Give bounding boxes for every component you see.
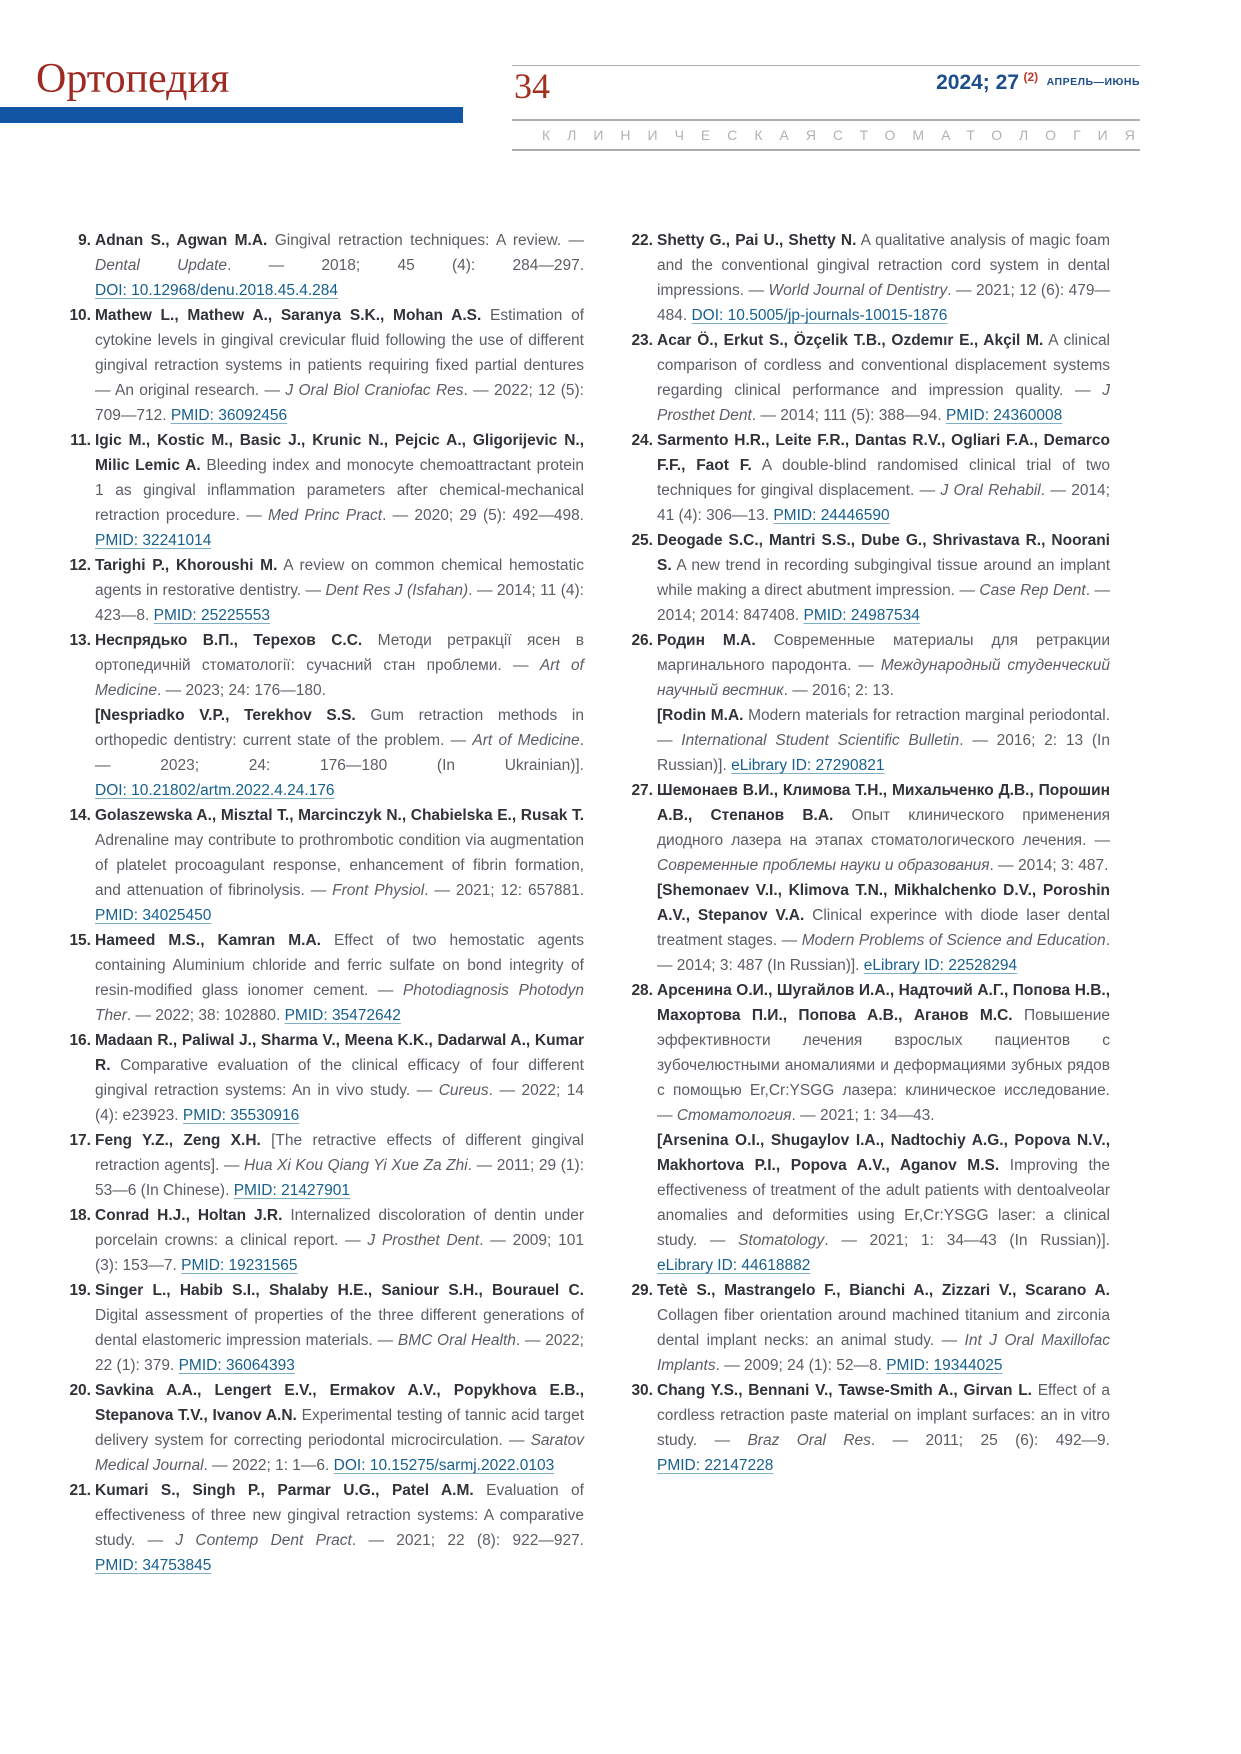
reference-item	[68, 553, 584, 628]
issue-number: (2)	[1023, 70, 1039, 84]
reference-text: Evaluation of effectiveness of three new gingival retraction systems: A comparative study. —	[95, 1482, 584, 1549]
journal-name-word1: КЛИНИЧЕСКАЯ	[542, 127, 833, 143]
reference-text: . — 2016; 2: 13 (In Russian)].	[657, 732, 1110, 774]
reference-number: 20.	[69, 1382, 91, 1399]
journal-title: Hua Xi Kou Qiang Yi Xue Za Zhi	[244, 1157, 468, 1174]
reference-authors: [Nespriadko V.P., Terekhov S.S.	[95, 707, 356, 724]
reference-text: . — 2021; 12: 657881.	[424, 882, 584, 899]
reference-number: 24.	[631, 432, 653, 449]
reference-paragraph	[657, 1378, 1110, 1478]
reference-text: . — 2016; 2: 13.	[783, 682, 894, 699]
pmid-link[interactable]: PMID: 35530916	[182, 1107, 300, 1124]
reference-text: . — 2021; 22 (8): 922—927.	[351, 1532, 584, 1549]
reference-number: 13.	[69, 632, 91, 649]
reference-paragraph	[657, 703, 1110, 778]
journal-title: Стоматология	[676, 1107, 792, 1124]
reference-text: Experimental testing of tannic acid target delivery system for correcting periodontal microcirculation. —	[95, 1407, 584, 1449]
reference-item	[68, 928, 584, 1028]
journal-title: Modern Problems of Science and Education	[801, 932, 1106, 949]
reference-item	[630, 528, 1110, 628]
reference-text: Повышение эффективности лечения взрослых пациентов с зубочелюстными аномалиями и деформациями зубных рядов с помощью Er,Cr:YSGG лазера: клиническое исследование. —	[657, 1007, 1110, 1124]
reference-paragraph	[657, 1278, 1110, 1378]
reference-number: 9.	[78, 232, 91, 249]
reference-paragraph	[95, 228, 584, 303]
pmid-link[interactable]: PMID: 34753845	[95, 1557, 212, 1574]
journal-title: J Prosthet Dent	[367, 1232, 480, 1249]
reference-text: A new trend in recording subgingival tissue around an implant while making a direct abutment impression. —	[657, 557, 1110, 599]
reference-paragraph	[657, 1128, 1110, 1278]
reference-authors: Singer L., Habib S.I., Shalaby H.E., Saniour S.H., Bourauel C.	[95, 1282, 584, 1299]
reference-authors: Golaszewska A., Misztal T., Marcinczyk N., Chabielska E., Rusak T.	[95, 807, 584, 824]
reference-item	[68, 1278, 584, 1378]
reference-text: A review on common chemical hemostatic agents in restorative dentistry. —	[95, 557, 584, 599]
reference-paragraph	[95, 1128, 584, 1203]
reference-authors: Igic M., Kostic M., Basic J., Krunic N., Pejcic A., Gligorijevic N., Milic Lemic A.	[95, 432, 584, 474]
doi-link[interactable]: DOI: 10.15275/sarmj.2022.0103	[333, 1457, 555, 1474]
pmid-link[interactable]: PMID: 35472642	[284, 1007, 401, 1024]
reference-text: . — 2014; 11 (4): 423—8.	[95, 582, 584, 624]
reference-authors: [Shemonaev V.I., Klimova T.N., Mikhalchenko D.V., Poroshin A.V., Stepanov V.A.	[657, 882, 1110, 924]
reference-text: Gum retraction methods in orthopedic dentistry: current state of the problem. —	[95, 707, 584, 749]
journal-title: Cureus	[438, 1082, 489, 1099]
reference-text: . — 2011; 29 (1): 53—6 (In Chinese).	[95, 1157, 584, 1199]
reference-paragraph	[95, 1278, 584, 1378]
reference-authors: Родин М.А.	[657, 632, 756, 649]
reference-number: 18.	[69, 1207, 91, 1224]
pmid-link[interactable]: PMID: 32241014	[95, 532, 212, 549]
reference-item	[68, 1478, 584, 1578]
reference-text: . — 2022; 14 (4): e23923.	[95, 1082, 584, 1124]
reference-paragraph	[657, 878, 1110, 978]
reference-number: 29.	[631, 1282, 653, 1299]
reference-text: Опыт клинического применения диодного лазера на этапах стоматологического лечения. —	[657, 807, 1110, 849]
reference-paragraph	[657, 978, 1110, 1128]
journal-title: Int J Oral Maxillofac Implants	[657, 1332, 1110, 1374]
reference-number: 15.	[69, 932, 91, 949]
reference-text: Bleeding index and monocyte chemoattractant protein 1 as gingival inflammation parameters after chemical-mechanical retraction procedure. —	[95, 457, 584, 524]
issue-volume: 2024; 27	[936, 71, 1019, 94]
reference-authors: Acar Ö., Erkut S., Özçelik T.B., Ozdemır E., Akçil M.	[657, 332, 1044, 349]
reference-item	[630, 228, 1110, 328]
elibrary-link[interactable]: eLibrary ID: 44618882	[657, 1257, 811, 1274]
reference-item	[630, 428, 1110, 528]
journal-title: J Contemp Dent Pract	[175, 1532, 352, 1549]
reference-text: Методи ретракції ясен в ортопедичній стоматології: сучасний стан проблеми. —	[95, 632, 584, 674]
reference-authors: Неспрядько В.П., Терехов С.С.	[95, 632, 363, 649]
reference-item	[68, 303, 584, 428]
reference-number: 26.	[631, 632, 653, 649]
journal-title: Braz Oral Res	[747, 1432, 871, 1449]
reference-text: Effect of a cordless retraction paste material on implant surfaces: an in vitro study. —	[657, 1382, 1110, 1449]
reference-text: . — 2014; 2014: 847408.	[657, 582, 1110, 624]
pmid-link[interactable]: PMID: 24360008	[945, 407, 1063, 424]
reference-paragraph	[95, 303, 584, 428]
doi-link[interactable]: DOI: 10.21802/artm.2022.4.24.176	[95, 782, 335, 799]
journal-title: Dent Res J (Isfahan)	[325, 582, 469, 599]
reference-number: 23.	[631, 332, 653, 349]
section-accent-bar	[0, 107, 463, 123]
reference-authors: Tetè S., Mastrangelo F., Bianchi A., Zizzari V., Scarano A.	[657, 1282, 1110, 1299]
elibrary-link[interactable]: eLibrary ID: 22528294	[863, 957, 1018, 974]
reference-text: Collagen fiber orientation around machined titanium and zirconia dental implant necks: an animal study. —	[657, 1307, 1110, 1349]
reference-item	[68, 803, 584, 928]
pmid-link[interactable]: PMID: 19344025	[886, 1357, 1003, 1374]
journal-title: Med Princ Pract	[267, 507, 383, 524]
reference-text: . — 2009; 101 (3): 153—7.	[95, 1232, 585, 1274]
journal-title: International Student Scientific Bulletin	[681, 732, 960, 749]
reference-authors: Tarighi P., Khoroushi M.	[95, 557, 278, 574]
reference-number: 28.	[631, 982, 653, 999]
reference-text: . — 2023; 24: 176—180.	[157, 682, 326, 699]
reference-text: A qualitative analysis of magic foam and the conventional gingival retraction cord system in dental impressions. —	[657, 232, 1110, 299]
reference-paragraph	[95, 1478, 584, 1578]
issue-info	[936, 70, 1140, 95]
reference-text: Comparative evaluation of the clinical efficacy of four different gingival retraction systems: An in vivo study. —	[95, 1057, 584, 1099]
references-column-right	[630, 228, 1110, 1478]
reference-text: Digital assessment of properties of the three different generations of dental elastomeric impression materials. —	[95, 1307, 584, 1349]
journal-title: Case Rep Dent	[979, 582, 1086, 599]
reference-authors: Shetty G., Pai U., Shetty N.	[657, 232, 857, 249]
reference-item	[68, 1378, 584, 1478]
reference-paragraph	[657, 628, 1110, 703]
pmid-link[interactable]: PMID: 25225553	[153, 607, 270, 624]
reference-text: . — 2021; 12 (6): 479—484.	[657, 282, 1111, 324]
reference-paragraph	[95, 1203, 584, 1278]
reference-text: . — 2014; 3: 487.	[989, 857, 1109, 874]
journal-title: Saratov Medical Journal	[95, 1432, 584, 1474]
reference-text: Estimation of cytokine levels in gingival crevicular fluid following the use of different gingival retraction systems in patients requiring fixed partial dentures — An original research. —	[95, 307, 584, 399]
references-column-left	[68, 228, 584, 1578]
reference-text: . — 2020; 29 (5): 492—498.	[382, 507, 584, 524]
reference-paragraph	[95, 428, 584, 553]
journal-title: Front Physiol	[332, 882, 425, 899]
reference-number: 21.	[69, 1482, 91, 1499]
reference-text: [The retractive effects of different gingival retraction agents]. —	[95, 1132, 584, 1174]
reference-paragraph	[657, 228, 1110, 328]
reference-number: 22.	[631, 232, 653, 249]
pmid-link[interactable]: PMID: 24987534	[803, 607, 920, 624]
reference-item	[630, 1378, 1110, 1478]
page-header	[512, 0, 1152, 160]
pmid-link[interactable]: PMID: 34025450	[95, 907, 212, 924]
header-rule-middle	[512, 119, 1140, 121]
reference-item	[630, 328, 1110, 428]
pmid-link[interactable]: PMID: 19231565	[181, 1257, 298, 1274]
reference-number: 30.	[631, 1382, 653, 1399]
reference-item	[68, 1028, 584, 1128]
reference-authors: Feng Y.Z., Zeng X.H.	[95, 1132, 261, 1149]
reference-text: . — 2021; 1: 34—43.	[791, 1107, 935, 1124]
journal-title: Международный студенческий научный вестник	[657, 657, 1110, 699]
journal-title: Dental Update	[95, 257, 228, 274]
reference-item	[630, 978, 1110, 1278]
pmid-link[interactable]: PMID: 21427901	[233, 1182, 351, 1199]
reference-item	[630, 1278, 1110, 1378]
reference-authors: [Arsenina O.I., Shugaylov I.A., Nadtochiy A.G., Popova N.V., Makhortova P.I., Popova A.V., Aganov M.S.	[657, 1132, 1110, 1174]
reference-text: . — 2014; 3: 487 (In Russian)].	[657, 932, 1110, 974]
header-rule-bottom	[512, 149, 1140, 151]
journal-title: Art of Medicine	[95, 657, 584, 699]
reference-authors: Adnan S., Agwan M.A.	[95, 232, 268, 249]
reference-authors: Шемонаев В.И., Климова Т.Н., Михальченко Д.В., Порошин А.В., Степанов В.А.	[657, 782, 1110, 824]
reference-text: . — 2014; 111 (5): 388—94.	[751, 407, 946, 424]
reference-number: 19.	[69, 1282, 91, 1299]
journal-title: World Journal of Dentistry	[768, 282, 948, 299]
reference-text: . — 2021; 1: 34—43 (In Russian)].	[824, 1232, 1110, 1249]
reference-paragraph	[657, 328, 1110, 428]
reference-paragraph	[95, 803, 584, 928]
reference-authors: Kumari S., Singh P., Parmar U.G., Patel A.M.	[95, 1482, 474, 1499]
reference-number: 12.	[69, 557, 91, 574]
reference-text: . — 2009; 24 (1): 52—8.	[715, 1357, 887, 1374]
reference-authors: Madaan R., Paliwal J., Sharma V., Meena K.K., Dadarwal A., Kumar R.	[95, 1032, 584, 1074]
reference-text: . — 2022; 38: 102880.	[126, 1007, 285, 1024]
reference-paragraph	[95, 928, 584, 1028]
page-number: 34	[514, 66, 550, 106]
journal-title: Stomatology	[738, 1232, 825, 1249]
reference-text: . — 2014; 41 (4): 306—13.	[657, 482, 1110, 524]
pmid-link[interactable]: PMID: 22147228	[657, 1457, 774, 1474]
pmid-link[interactable]: PMID: 36064393	[178, 1357, 295, 1374]
reference-authors: Deogade S.C., Mantri S.S., Dube G., Shrivastava R., Noorani S.	[657, 532, 1110, 574]
reference-text: Modern materials for retraction marginal periodontal. —	[657, 707, 1110, 749]
reference-item	[68, 628, 584, 803]
reference-item	[68, 428, 584, 553]
journal-title: Art of Medicine	[472, 732, 580, 749]
reference-text: Improving the effectiveness of treatment of the adult patients with dentoalveolar anomalies and deformities using Er,Cr:YSGG laser: a clinical study. —	[657, 1157, 1110, 1249]
reference-text: Gingival retraction techniques: A review. —	[267, 232, 584, 249]
reference-authors: Hameed M.S., Kamran M.A.	[95, 932, 321, 949]
pmid-link[interactable]: PMID: 24446590	[773, 507, 890, 524]
reference-authors: [Rodin M.A.	[657, 707, 744, 724]
reference-text: . — 2022; 12 (5): 709—712.	[95, 382, 584, 424]
section-title: Ортопедия	[36, 56, 230, 102]
reference-item	[68, 1128, 584, 1203]
reference-text: Современные материалы для ретракции маргинального пародонта. —	[657, 632, 1110, 674]
reference-paragraph	[95, 1378, 584, 1478]
reference-item	[68, 228, 584, 303]
reference-paragraph	[95, 553, 584, 628]
reference-text: . — 2018; 45 (4): 284—297.	[227, 257, 584, 274]
reference-text: Adrenaline may contribute to prothrombotic condition via augmentation of platelet procoagulant response, enhancement of fibrin formation, and attenuation of fibrinolysis. —	[95, 832, 584, 899]
doi-link[interactable]: DOI: 10.5005/jp-journals-10015-1876	[691, 307, 948, 324]
journal-title: J Oral Rehabil	[940, 482, 1041, 499]
reference-item	[68, 1203, 584, 1278]
journal-title: J Oral Biol Craniofac Res	[285, 382, 464, 399]
reference-text: . — 2011; 25 (6): 492—9.	[870, 1432, 1110, 1449]
issue-months: АПРЕЛЬ—ИЮНЬ	[1046, 76, 1140, 88]
reference-paragraph	[657, 778, 1110, 878]
reference-authors: Sarmento H.R., Leite F.R., Dantas R.V., Ogliari F.A., Demarco F.F., Faot F.	[657, 432, 1110, 474]
reference-text: . — 2022; 22 (1): 379.	[95, 1332, 584, 1374]
reference-text: . — 2023; 24: 176—180 (In Ukrainian)].	[95, 732, 584, 774]
reference-paragraph	[657, 428, 1110, 528]
journal-name	[542, 127, 1152, 143]
reference-number: 27.	[631, 782, 653, 799]
elibrary-link[interactable]: eLibrary ID: 27290821	[731, 757, 885, 774]
reference-paragraph	[657, 528, 1110, 628]
pmid-link[interactable]: PMID: 36092456	[170, 407, 288, 424]
journal-name-word2: СТОМАТОЛОГИЯ	[832, 127, 1152, 143]
journal-title: Photodiagnosis Photodyn Ther	[95, 982, 584, 1024]
doi-link[interactable]: DOI: 10.12968/denu.2018.45.4.284	[95, 282, 339, 299]
journal-title: J Prosthet Dent	[657, 382, 1110, 424]
reference-paragraph	[95, 703, 584, 803]
reference-authors: Арсенина О.И., Шугайлов И.А., Надточий А.Г., Попова Н.В., Махортова П.И., Попова А.В., Аганов М.С.	[657, 982, 1110, 1024]
reference-number: 14.	[69, 807, 91, 824]
reference-item	[630, 628, 1110, 778]
reference-authors: Savkina A.A., Lengert E.V., Ermakov A.V., Popykhova E.B., Stepanova T.V., Ivanov A.N.	[95, 1382, 584, 1424]
reference-paragraph	[95, 628, 584, 703]
reference-text: Clinical experince with diode laser dental treatment stages. —	[657, 907, 1110, 949]
reference-text: A double-blind randomised clinical trial of two techniques for gingival displacement. —	[657, 457, 1110, 499]
reference-text: . — 2022; 1: 1—6.	[203, 1457, 334, 1474]
journal-title: Современные проблемы науки и образования	[657, 857, 990, 874]
reference-number: 16.	[69, 1032, 91, 1049]
reference-item	[630, 778, 1110, 978]
reference-number: 17.	[69, 1132, 91, 1149]
reference-text: Internalized discoloration of dentin under porcelain crowns: a clinical report. —	[95, 1207, 584, 1249]
journal-title: BMC Oral Health	[397, 1332, 516, 1349]
reference-paragraph	[95, 1028, 584, 1128]
reference-authors: Conrad H.J., Holtan J.R.	[95, 1207, 283, 1224]
reference-number: 11.	[70, 432, 91, 449]
reference-authors: Mathew L., Mathew A., Saranya S.K., Mohan A.S.	[95, 307, 482, 324]
reference-number: 25.	[631, 532, 653, 549]
header-rule-top	[512, 65, 1140, 66]
reference-authors: Chang Y.S., Bennani V., Tawse-Smith A., Girvan L.	[657, 1382, 1032, 1399]
reference-number: 10.	[69, 307, 91, 324]
reference-text: A clinical comparison of cordless and conventional displacement systems regarding clinical performance and impression quality. —	[657, 332, 1111, 399]
reference-text: Effect of two hemostatic agents containing Aluminium chloride and ferric sulfate on bond integrity of resin-modified glass ionomer cement. —	[95, 932, 584, 999]
